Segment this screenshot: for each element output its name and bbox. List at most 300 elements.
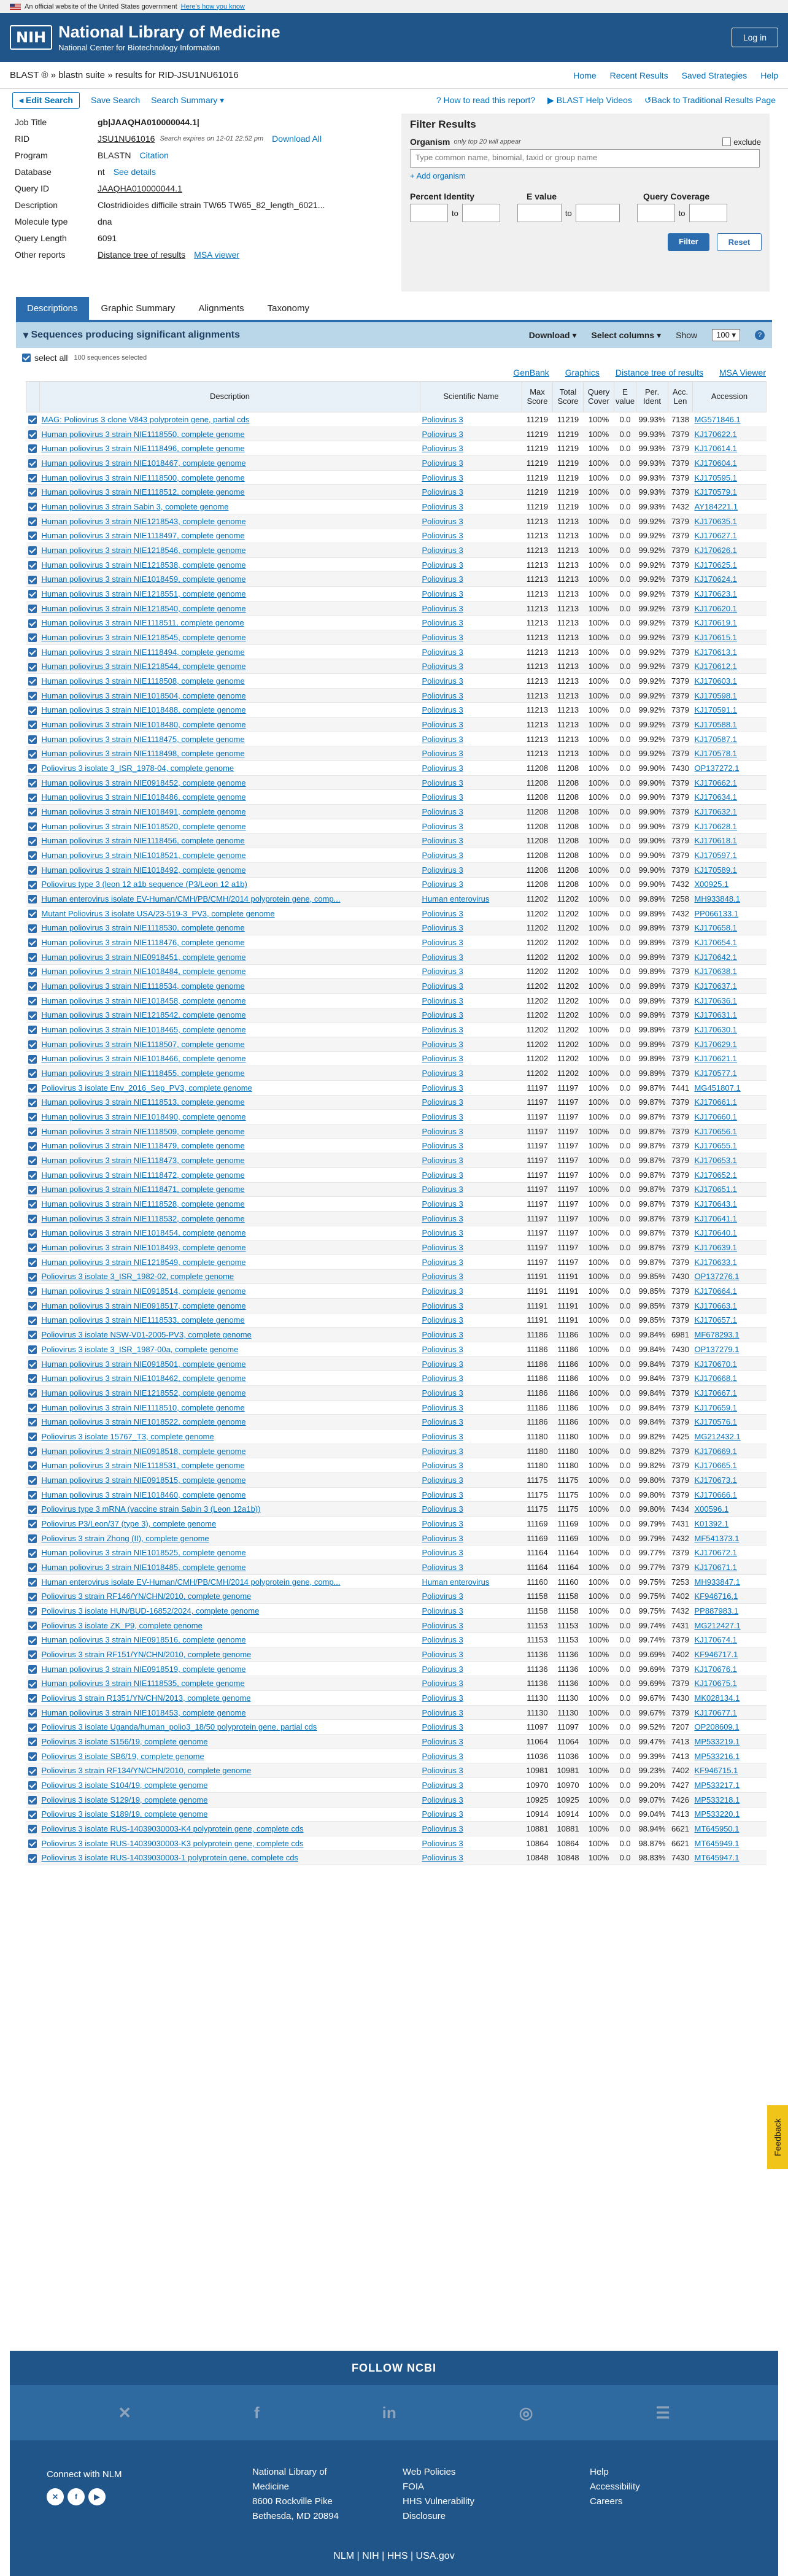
row-accession[interactable]: KJ170652.1: [693, 1167, 767, 1182]
row-scientific-name[interactable]: Poliovirus 3: [420, 1749, 522, 1763]
table-row[interactable]: [26, 906, 767, 921]
row-accession[interactable]: MG212427.1: [693, 1618, 767, 1633]
table-row[interactable]: [26, 775, 767, 790]
row-scientific-name[interactable]: Poliovirus 3: [420, 1633, 522, 1647]
feedback-tab[interactable]: Feedback: [767, 2105, 788, 2169]
row-checkbox[interactable]: [26, 1328, 40, 1342]
row-scientific-name[interactable]: Poliovirus 3: [420, 1386, 522, 1401]
row-description[interactable]: Human poliovirus 3 strain NIE1218544, complete genome: [40, 659, 420, 674]
table-row[interactable]: [26, 456, 767, 471]
distance-tree-results-link[interactable]: Distance tree of results: [615, 368, 703, 377]
row-accession[interactable]: MP533219.1: [693, 1735, 767, 1749]
table-row[interactable]: [26, 572, 767, 587]
row-checkbox[interactable]: [26, 674, 40, 689]
row-accession[interactable]: KF946717.1: [693, 1647, 767, 1662]
select-columns-dropdown[interactable]: Select columns ▾: [591, 330, 662, 340]
row-accession[interactable]: KJ170656.1: [693, 1124, 767, 1139]
graphics-link[interactable]: Graphics: [565, 368, 600, 377]
row-scientific-name[interactable]: Poliovirus 3: [420, 732, 522, 746]
row-checkbox[interactable]: [26, 1807, 40, 1822]
row-scientific-name[interactable]: Poliovirus 3: [420, 616, 522, 630]
row-checkbox[interactable]: [26, 485, 40, 500]
row-accession[interactable]: KJ170655.1: [693, 1139, 767, 1153]
row-description[interactable]: Human poliovirus 3 strain NIE1118533, complete genome: [40, 1313, 420, 1328]
table-row[interactable]: [26, 543, 767, 558]
row-description[interactable]: Human poliovirus 3 strain NIE1118509, complete genome: [40, 1124, 420, 1139]
row-description[interactable]: Human poliovirus 3 strain NIE1018488, complete genome: [40, 703, 420, 717]
row-scientific-name[interactable]: Poliovirus 3: [420, 1415, 522, 1429]
row-scientific-name[interactable]: Poliovirus 3: [420, 761, 522, 776]
row-checkbox[interactable]: [26, 834, 40, 848]
tab-alignments[interactable]: Alignments: [198, 303, 244, 314]
table-row[interactable]: [26, 1313, 767, 1328]
evalue-min-input[interactable]: [517, 204, 562, 222]
row-description[interactable]: Human poliovirus 3 strain NIE1218543, complete genome: [40, 514, 420, 528]
rss-icon[interactable]: ☰: [655, 2403, 670, 2422]
table-row[interactable]: [26, 644, 767, 659]
row-scientific-name[interactable]: Poliovirus 3: [420, 1444, 522, 1458]
row-accession[interactable]: X00925.1: [693, 877, 767, 892]
row-scientific-name[interactable]: Poliovirus 3: [420, 746, 522, 761]
row-checkbox[interactable]: [26, 1371, 40, 1386]
row-accession[interactable]: MF678293.1: [693, 1328, 767, 1342]
row-accession[interactable]: KJ170662.1: [693, 775, 767, 790]
row-scientific-name[interactable]: Poliovirus 3: [420, 1080, 522, 1095]
table-row[interactable]: [26, 1400, 767, 1415]
row-checkbox[interactable]: [26, 1240, 40, 1255]
row-description[interactable]: Human poliovirus 3 strain NIE1118500, complete genome: [40, 470, 420, 485]
row-accession[interactable]: AY184221.1: [693, 500, 767, 514]
table-row[interactable]: [26, 1589, 767, 1604]
pid-min-input[interactable]: [410, 204, 448, 222]
table-row[interactable]: [26, 1517, 767, 1531]
row-description[interactable]: Human poliovirus 3 strain NIE1218540, complete genome: [40, 601, 420, 616]
table-row[interactable]: [26, 1502, 767, 1517]
row-scientific-name[interactable]: Poliovirus 3: [420, 964, 522, 979]
row-accession[interactable]: PP066133.1: [693, 906, 767, 921]
table-row[interactable]: [26, 1763, 767, 1778]
row-accession[interactable]: KJ170630.1: [693, 1023, 767, 1037]
table-row[interactable]: [26, 1095, 767, 1110]
table-row[interactable]: [26, 514, 767, 528]
row-scientific-name[interactable]: Poliovirus 3: [420, 703, 522, 717]
table-row[interactable]: [26, 1792, 767, 1807]
table-row[interactable]: [26, 1749, 767, 1763]
row-accession[interactable]: KJ170661.1: [693, 1095, 767, 1110]
row-description[interactable]: Human poliovirus 3 strain NIE1118476, complete genome: [40, 935, 420, 950]
row-checkbox[interactable]: [26, 1298, 40, 1313]
row-accession[interactable]: OP137272.1: [693, 761, 767, 776]
row-scientific-name[interactable]: Poliovirus 3: [420, 1517, 522, 1531]
table-row[interactable]: [26, 1691, 767, 1706]
row-accession[interactable]: KJ170595.1: [693, 470, 767, 485]
row-accession[interactable]: KJ170654.1: [693, 935, 767, 950]
row-scientific-name[interactable]: Poliovirus 3: [420, 1240, 522, 1255]
row-checkbox[interactable]: [26, 644, 40, 659]
row-scientific-name[interactable]: Poliovirus 3: [420, 630, 522, 645]
row-scientific-name[interactable]: Poliovirus 3: [420, 1356, 522, 1371]
table-row[interactable]: [26, 688, 767, 703]
row-description[interactable]: Human poliovirus 3 strain NIE1118455, complete genome: [40, 1066, 420, 1081]
table-row[interactable]: [26, 616, 767, 630]
row-description[interactable]: Human poliovirus 3 strain NIE1118475, complete genome: [40, 732, 420, 746]
row-checkbox[interactable]: [26, 717, 40, 732]
row-accession[interactable]: KJ170588.1: [693, 717, 767, 732]
row-checkbox[interactable]: [26, 514, 40, 528]
row-checkbox[interactable]: [26, 1633, 40, 1647]
row-scientific-name[interactable]: Poliovirus 3: [420, 979, 522, 994]
row-accession[interactable]: KJ170677.1: [693, 1705, 767, 1720]
row-description[interactable]: Human poliovirus 3 strain NIE1118512, complete genome: [40, 485, 420, 500]
row-scientific-name[interactable]: Poliovirus 3: [420, 1720, 522, 1735]
row-description[interactable]: Human poliovirus 3 strain NIE1018504, complete genome: [40, 688, 420, 703]
row-description[interactable]: Human poliovirus 3 strain NIE1118508, complete genome: [40, 674, 420, 689]
row-checkbox[interactable]: [26, 1066, 40, 1081]
table-row[interactable]: [26, 1458, 767, 1473]
table-row[interactable]: [26, 470, 767, 485]
row-accession[interactable]: KJ170673.1: [693, 1473, 767, 1488]
row-checkbox[interactable]: [26, 1400, 40, 1415]
help-icon[interactable]: ?: [755, 330, 765, 340]
row-checkbox[interactable]: [26, 1735, 40, 1749]
row-description[interactable]: Human poliovirus 3 strain NIE1118528, complete genome: [40, 1197, 420, 1212]
row-accession[interactable]: KJ170614.1: [693, 441, 767, 456]
row-accession[interactable]: KJ170619.1: [693, 616, 767, 630]
row-accession[interactable]: MP533218.1: [693, 1792, 767, 1807]
row-checkbox[interactable]: [26, 1051, 40, 1066]
filter-button[interactable]: Filter: [668, 233, 709, 251]
row-accession[interactable]: KJ170663.1: [693, 1298, 767, 1313]
row-scientific-name[interactable]: Poliovirus 3: [420, 470, 522, 485]
table-row[interactable]: [26, 587, 767, 601]
row-accession[interactable]: MP533220.1: [693, 1807, 767, 1822]
row-checkbox[interactable]: [26, 1676, 40, 1691]
row-description[interactable]: Human poliovirus 3 strain NIE1218551, complete genome: [40, 587, 420, 601]
row-checkbox[interactable]: [26, 1008, 40, 1023]
table-row[interactable]: [26, 1444, 767, 1458]
row-scientific-name[interactable]: Poliovirus 3: [420, 1153, 522, 1168]
row-description[interactable]: Human poliovirus 3 strain NIE1118456, complete genome: [40, 834, 420, 848]
row-accession[interactable]: MT645950.1: [693, 1822, 767, 1836]
row-scientific-name[interactable]: Poliovirus 3: [420, 1778, 522, 1793]
row-checkbox[interactable]: [26, 456, 40, 471]
row-scientific-name[interactable]: Poliovirus 3: [420, 485, 522, 500]
row-scientific-name[interactable]: Human enterovirus: [420, 1574, 522, 1589]
row-description[interactable]: Poliovirus 3 isolate S189/19, complete genome: [40, 1807, 420, 1822]
row-checkbox[interactable]: [26, 630, 40, 645]
table-row[interactable]: [26, 630, 767, 645]
row-description[interactable]: Human poliovirus 3 strain NIE1018460, complete genome: [40, 1487, 420, 1502]
row-accession[interactable]: MP533217.1: [693, 1778, 767, 1793]
row-accession[interactable]: KJ170643.1: [693, 1197, 767, 1212]
row-description[interactable]: Mutant Poliovirus 3 isolate USA/23-519-3_PV3, complete genome: [40, 906, 420, 921]
reset-button[interactable]: Reset: [717, 233, 762, 251]
row-description[interactable]: Poliovirus 3 isolate Uganda/human_polio3_18/50 polyprotein gene, partial cds: [40, 1720, 420, 1735]
how-to-read-link[interactable]: [436, 95, 535, 106]
table-row[interactable]: [26, 717, 767, 732]
row-checkbox[interactable]: [26, 1226, 40, 1240]
table-row[interactable]: [26, 1051, 767, 1066]
row-scientific-name[interactable]: Poliovirus 3: [420, 805, 522, 819]
col-total-score[interactable]: Total Score: [553, 382, 584, 412]
row-accession[interactable]: KJ170579.1: [693, 485, 767, 500]
row-scientific-name[interactable]: Poliovirus 3: [420, 543, 522, 558]
table-row[interactable]: [26, 412, 767, 427]
row-description[interactable]: Human poliovirus 3 strain NIE1018467, complete genome: [40, 456, 420, 471]
row-description[interactable]: Human poliovirus 3 strain NIE1118479, complete genome: [40, 1139, 420, 1153]
row-accession[interactable]: KJ170633.1: [693, 1255, 767, 1269]
row-accession[interactable]: KJ170676.1: [693, 1661, 767, 1676]
table-row[interactable]: [26, 1778, 767, 1793]
careers-link[interactable]: Careers: [590, 2496, 623, 2507]
row-accession[interactable]: KJ170638.1: [693, 964, 767, 979]
row-description[interactable]: Human poliovirus 3 strain NIE0918516, complete genome: [40, 1633, 420, 1647]
row-checkbox[interactable]: [26, 1836, 40, 1851]
row-accession[interactable]: KJ170624.1: [693, 572, 767, 587]
row-description[interactable]: Human poliovirus 3 strain NIE1018484, complete genome: [40, 964, 420, 979]
tab-graphic-summary[interactable]: Graphic Summary: [101, 303, 176, 314]
row-accession[interactable]: MT645949.1: [693, 1836, 767, 1851]
row-description[interactable]: Human poliovirus 3 strain NIE1018454, complete genome: [40, 1226, 420, 1240]
row-checkbox[interactable]: [26, 906, 40, 921]
row-accession[interactable]: KJ170603.1: [693, 674, 767, 689]
nav-home[interactable]: Home: [573, 70, 597, 80]
row-scientific-name[interactable]: Poliovirus 3: [420, 862, 522, 877]
rid-link[interactable]: JSU1NU61016: [98, 133, 155, 144]
qcov-max-input[interactable]: [689, 204, 727, 222]
row-checkbox[interactable]: [26, 1458, 40, 1473]
row-checkbox[interactable]: [26, 703, 40, 717]
row-accession[interactable]: KJ170618.1: [693, 834, 767, 848]
table-row[interactable]: [26, 834, 767, 848]
row-checkbox[interactable]: [26, 1124, 40, 1139]
row-checkbox[interactable]: [26, 1269, 40, 1284]
row-accession[interactable]: KJ170651.1: [693, 1182, 767, 1197]
row-checkbox[interactable]: [26, 1604, 40, 1619]
row-scientific-name[interactable]: Poliovirus 3: [420, 1124, 522, 1139]
row-scientific-name[interactable]: Poliovirus 3: [420, 1458, 522, 1473]
row-description[interactable]: Human poliovirus 3 strain NIE1118531, complete genome: [40, 1458, 420, 1473]
row-description[interactable]: Human poliovirus 3 strain NIE1018480, complete genome: [40, 717, 420, 732]
row-scientific-name[interactable]: Poliovirus 3: [420, 601, 522, 616]
row-description[interactable]: Poliovirus 3 strain R1351/YN/CHN/2013, complete genome: [40, 1691, 420, 1706]
table-row[interactable]: [26, 935, 767, 950]
row-accession[interactable]: KJ170625.1: [693, 557, 767, 572]
row-description[interactable]: Human enterovirus isolate EV-Human/CMH/PB/CMH/2014 polyprotein gene, comp...: [40, 1574, 420, 1589]
row-scientific-name[interactable]: Poliovirus 3: [420, 1023, 522, 1037]
download-all-link[interactable]: Download All: [272, 133, 322, 144]
row-checkbox[interactable]: [26, 1139, 40, 1153]
row-accession[interactable]: MG451807.1: [693, 1080, 767, 1095]
row-description[interactable]: Human poliovirus 3 strain NIE1018490, complete genome: [40, 1110, 420, 1124]
row-scientific-name[interactable]: Poliovirus 3: [420, 456, 522, 471]
row-checkbox[interactable]: [26, 528, 40, 543]
row-accession[interactable]: KJ170604.1: [693, 456, 767, 471]
row-checkbox[interactable]: [26, 412, 40, 427]
row-description[interactable]: Human poliovirus 3 strain NIE1118472, complete genome: [40, 1167, 420, 1182]
row-description[interactable]: Human poliovirus 3 strain NIE1118535, complete genome: [40, 1676, 420, 1691]
row-scientific-name[interactable]: Poliovirus 3: [420, 1691, 522, 1706]
genbank-link[interactable]: GenBank: [513, 368, 549, 377]
row-scientific-name[interactable]: Poliovirus 3: [420, 1328, 522, 1342]
row-accession[interactable]: KJ170658.1: [693, 921, 767, 935]
row-checkbox[interactable]: [26, 1778, 40, 1793]
row-accession[interactable]: KJ170674.1: [693, 1633, 767, 1647]
table-row[interactable]: [26, 1284, 767, 1299]
row-accession[interactable]: MG212432.1: [693, 1429, 767, 1444]
row-description[interactable]: Human poliovirus 3 strain NIE0918514, complete genome: [40, 1284, 420, 1299]
row-description[interactable]: Poliovirus 3 isolate 3_ISR_1987-00a, complete genome: [40, 1342, 420, 1357]
row-accession[interactable]: MP533216.1: [693, 1749, 767, 1763]
row-description[interactable]: Poliovirus 3 isolate 3_ISR_1982-02, complete genome: [40, 1269, 420, 1284]
row-description[interactable]: Human poliovirus 3 strain NIE1118496, complete genome: [40, 441, 420, 456]
col-per-ident[interactable]: Per. Ident: [636, 382, 668, 412]
qcov-min-input[interactable]: [637, 204, 675, 222]
row-checkbox[interactable]: [26, 1502, 40, 1517]
table-row[interactable]: [26, 1066, 767, 1081]
row-checkbox[interactable]: [26, 601, 40, 616]
row-checkbox[interactable]: [26, 1647, 40, 1662]
table-row[interactable]: [26, 964, 767, 979]
row-description[interactable]: Human poliovirus 3 strain NIE1118511, complete genome: [40, 616, 420, 630]
row-description[interactable]: Human poliovirus 3 strain NIE0918515, complete genome: [40, 1473, 420, 1488]
table-row[interactable]: [26, 1197, 767, 1212]
row-scientific-name[interactable]: Poliovirus 3: [420, 427, 522, 441]
row-scientific-name[interactable]: Poliovirus 3: [420, 775, 522, 790]
row-description[interactable]: Human poliovirus 3 strain NIE1018485, complete genome: [40, 1560, 420, 1575]
row-scientific-name[interactable]: Poliovirus 3: [420, 1502, 522, 1517]
row-scientific-name[interactable]: Poliovirus 3: [420, 717, 522, 732]
row-accession[interactable]: KJ170632.1: [693, 805, 767, 819]
row-scientific-name[interactable]: Poliovirus 3: [420, 1095, 522, 1110]
row-accession[interactable]: KJ170668.1: [693, 1371, 767, 1386]
row-checkbox[interactable]: [26, 935, 40, 950]
row-accession[interactable]: KJ170637.1: [693, 979, 767, 994]
row-checkbox[interactable]: [26, 1255, 40, 1269]
table-row[interactable]: [26, 1473, 767, 1488]
table-row[interactable]: [26, 1153, 767, 1168]
table-row[interactable]: [26, 1255, 767, 1269]
row-checkbox[interactable]: [26, 1749, 40, 1763]
row-scientific-name[interactable]: Poliovirus 3: [420, 950, 522, 964]
row-accession[interactable]: KJ170622.1: [693, 427, 767, 441]
row-accession[interactable]: KJ170576.1: [693, 1415, 767, 1429]
facebook-icon[interactable]: f: [254, 2403, 260, 2422]
table-row[interactable]: [26, 1167, 767, 1182]
table-row[interactable]: [26, 674, 767, 689]
row-accession[interactable]: KJ170629.1: [693, 1037, 767, 1051]
row-accession[interactable]: KJ170664.1: [693, 1284, 767, 1299]
row-checkbox[interactable]: [26, 1705, 40, 1720]
row-scientific-name[interactable]: Poliovirus 3: [420, 1705, 522, 1720]
table-row[interactable]: [26, 1269, 767, 1284]
table-row[interactable]: [26, 1429, 767, 1444]
row-scientific-name[interactable]: Poliovirus 3: [420, 1371, 522, 1386]
row-description[interactable]: Human poliovirus 3 strain NIE1018458, complete genome: [40, 993, 420, 1008]
row-accession[interactable]: KJ170671.1: [693, 1560, 767, 1575]
row-checkbox[interactable]: [26, 1182, 40, 1197]
table-row[interactable]: [26, 1604, 767, 1619]
row-description[interactable]: Human poliovirus 3 strain NIE1018453, complete genome: [40, 1705, 420, 1720]
save-search-link[interactable]: Save Search: [90, 95, 141, 105]
row-description[interactable]: Human poliovirus 3 strain NIE1118494, complete genome: [40, 644, 420, 659]
row-scientific-name[interactable]: Poliovirus 3: [420, 1429, 522, 1444]
footer-facebook-icon[interactable]: f: [68, 2488, 85, 2505]
row-accession[interactable]: MG571846.1: [693, 412, 767, 427]
table-row[interactable]: [26, 441, 767, 456]
table-row[interactable]: [26, 1851, 767, 1865]
row-accession[interactable]: KJ170589.1: [693, 862, 767, 877]
row-accession[interactable]: KJ170665.1: [693, 1458, 767, 1473]
row-checkbox[interactable]: [26, 1023, 40, 1037]
row-description[interactable]: Poliovirus 3 strain RF146/YN/CHN/2010, complete genome: [40, 1589, 420, 1604]
table-row[interactable]: [26, 1545, 767, 1560]
github-icon[interactable]: ◎: [519, 2403, 533, 2422]
accessibility-link[interactable]: Accessibility: [590, 2481, 640, 2492]
table-row[interactable]: [26, 862, 767, 877]
row-accession[interactable]: KJ170631.1: [693, 1008, 767, 1023]
table-row[interactable]: [26, 1182, 767, 1197]
nav-help[interactable]: Help: [760, 70, 778, 80]
row-description[interactable]: Poliovirus 3 isolate RUS-14039030003-1 polyprotein gene, complete cds: [40, 1851, 420, 1865]
row-scientific-name[interactable]: Poliovirus 3: [420, 1560, 522, 1575]
row-checkbox[interactable]: [26, 848, 40, 863]
row-checkbox[interactable]: [26, 1531, 40, 1545]
row-scientific-name[interactable]: Poliovirus 3: [420, 1400, 522, 1415]
table-row[interactable]: [26, 1415, 767, 1429]
row-description[interactable]: Poliovirus 3 isolate Env_2016_Sep_PV3, complete genome: [40, 1080, 420, 1095]
row-accession[interactable]: KJ170628.1: [693, 819, 767, 834]
col-accession[interactable]: Accession: [693, 382, 767, 412]
row-checkbox[interactable]: [26, 1342, 40, 1357]
row-scientific-name[interactable]: Poliovirus 3: [420, 1255, 522, 1269]
table-row[interactable]: [26, 1371, 767, 1386]
row-scientific-name[interactable]: Poliovirus 3: [420, 587, 522, 601]
row-checkbox[interactable]: [26, 732, 40, 746]
table-row[interactable]: [26, 1647, 767, 1662]
row-checkbox[interactable]: [26, 1167, 40, 1182]
row-scientific-name[interactable]: Poliovirus 3: [420, 688, 522, 703]
row-description[interactable]: Human poliovirus 3 strain NIE1118507, complete genome: [40, 1037, 420, 1051]
hhs-vulnerability-link[interactable]: HHS Vulnerability: [403, 2496, 474, 2507]
col-acc-len[interactable]: Acc. Len: [668, 382, 693, 412]
row-scientific-name[interactable]: Poliovirus 3: [420, 1531, 522, 1545]
tab-descriptions[interactable]: Descriptions: [16, 297, 89, 320]
row-description[interactable]: Human poliovirus 3 strain NIE1118530, complete genome: [40, 921, 420, 935]
row-accession[interactable]: KJ170634.1: [693, 790, 767, 805]
row-checkbox[interactable]: [26, 877, 40, 892]
row-scientific-name[interactable]: Poliovirus 3: [420, 1182, 522, 1197]
msa-viewer-results-link[interactable]: MSA Viewer: [719, 368, 766, 377]
row-accession[interactable]: KJ170591.1: [693, 703, 767, 717]
row-scientific-name[interactable]: Poliovirus 3: [420, 1342, 522, 1357]
login-button[interactable]: Log in: [732, 28, 778, 47]
row-scientific-name[interactable]: Poliovirus 3: [420, 1792, 522, 1807]
row-checkbox[interactable]: [26, 470, 40, 485]
row-accession[interactable]: KJ170577.1: [693, 1066, 767, 1081]
row-accession[interactable]: KJ170670.1: [693, 1356, 767, 1371]
row-accession[interactable]: KJ170623.1: [693, 587, 767, 601]
row-checkbox[interactable]: [26, 1618, 40, 1633]
row-checkbox[interactable]: [26, 892, 40, 907]
table-row[interactable]: [26, 1560, 767, 1575]
add-organism-link[interactable]: + Add organism: [410, 171, 466, 180]
row-accession[interactable]: KJ170675.1: [693, 1676, 767, 1691]
row-checkbox[interactable]: [26, 761, 40, 776]
row-checkbox[interactable]: [26, 862, 40, 877]
row-scientific-name[interactable]: Poliovirus 3: [420, 1167, 522, 1182]
row-checkbox[interactable]: [26, 775, 40, 790]
